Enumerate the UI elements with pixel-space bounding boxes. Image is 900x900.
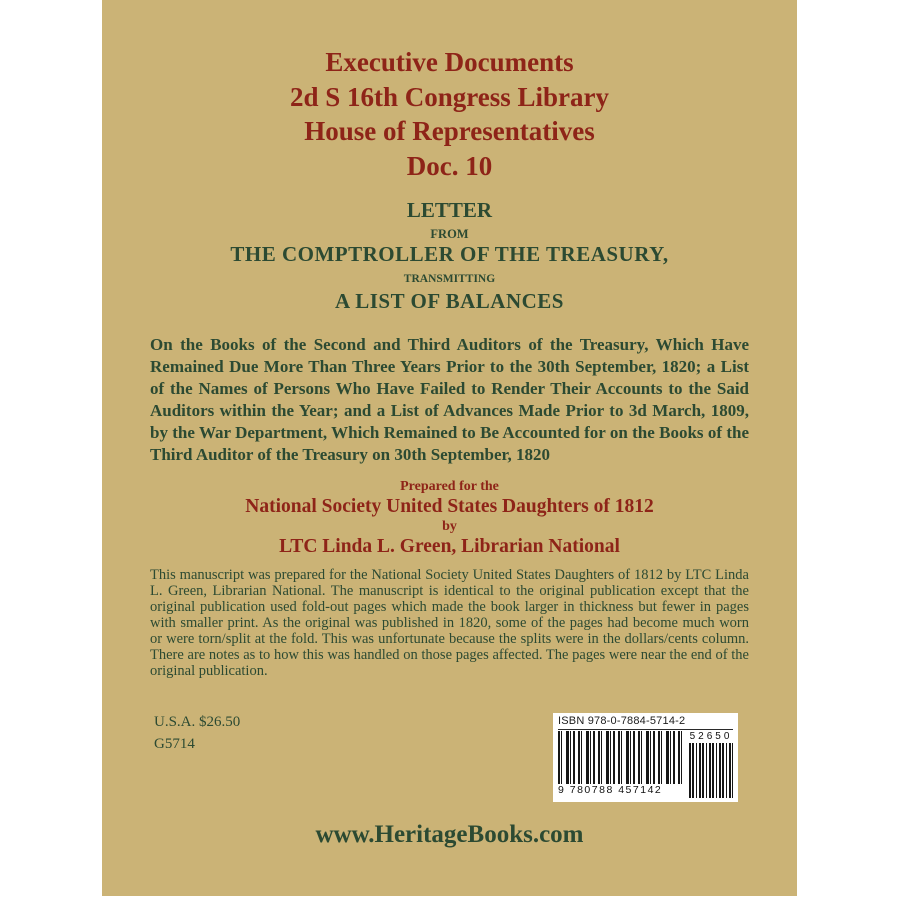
- title-block: [150, 198, 749, 313]
- title-letter: LETTER: [406, 198, 493, 222]
- by-label: by: [442, 519, 457, 535]
- isbn-text: ISBN 978-0-7884-5714-2: [558, 715, 733, 730]
- series-header-line: Executive Documents: [325, 47, 574, 77]
- title-from: FROM: [430, 227, 469, 241]
- barcode-addon: [689, 731, 733, 798]
- series-header-line: 2d S 16th Congress Library: [289, 81, 610, 112]
- prepared-for-label: Prepared for the: [400, 479, 499, 495]
- catalog-number: G5714: [154, 735, 195, 752]
- barcode: [553, 713, 738, 802]
- series-header-line: Doc. 10: [406, 150, 493, 181]
- society-name: National Society United States Daughters of 1812: [245, 496, 654, 518]
- publisher-website: www.HeritageBooks.com: [315, 821, 584, 848]
- barcode-main-digits: 9 780788 457142: [558, 784, 663, 796]
- series-header: [150, 0, 749, 183]
- title-list-of-balances: A LIST OF BALANCES: [335, 289, 564, 313]
- description-paragraph: This manuscript was prepared for the National Society United States Daughters of 1812 by LTC Linda L. Green, Librarian National. The manuscript is identical to the original publication except that the original publication used fold-out pages which made the book larger in thickness but fewer in pages with smaller print. As the original was published in 1820, some of the pages had become much worn or were torn/split at the fold. This was unfortunate because the splits were in the dollars/cents column. There are notes as to how this was handled on those pages affected. The pages were near the end of the original publication.: [150, 567, 749, 680]
- prepared-block: [150, 478, 749, 558]
- price-usa: U.S.A. $26.50: [154, 714, 241, 730]
- series-header-line: House of Representatives: [304, 116, 595, 146]
- price-block: [154, 712, 240, 755]
- barcode-row: [558, 731, 733, 798]
- barcode-main: [558, 731, 684, 798]
- barcode-addon-digits: 52650: [689, 731, 733, 742]
- cover-content: [150, 0, 749, 679]
- title-comptroller: THE COMPTROLLER OF THE TREASURY,: [230, 242, 669, 266]
- barcode-addon-bars: [689, 743, 733, 798]
- title-transmitting: TRANSMITTING: [403, 273, 496, 285]
- summary-paragraph: On the Books of the Second and Third Auditors of the Treasury, Which Have Remained Due More Than Three Years Prior to the 30th September, 1820; a List of the Names of Persons Who Have Failed to Render Their Accounts to the Said Auditors within the Year; and a List of Advances Made Prior to 3d March, 1809, by the War Department, Which Remained to Be Accounted for on the Books of the Third Auditor of the Treasury on 30th September, 1820: [150, 335, 749, 464]
- author-name: LTC Linda L. Green, Librarian National: [279, 536, 620, 558]
- book-back-cover: [102, 0, 797, 896]
- barcode-main-bars: [558, 731, 684, 784]
